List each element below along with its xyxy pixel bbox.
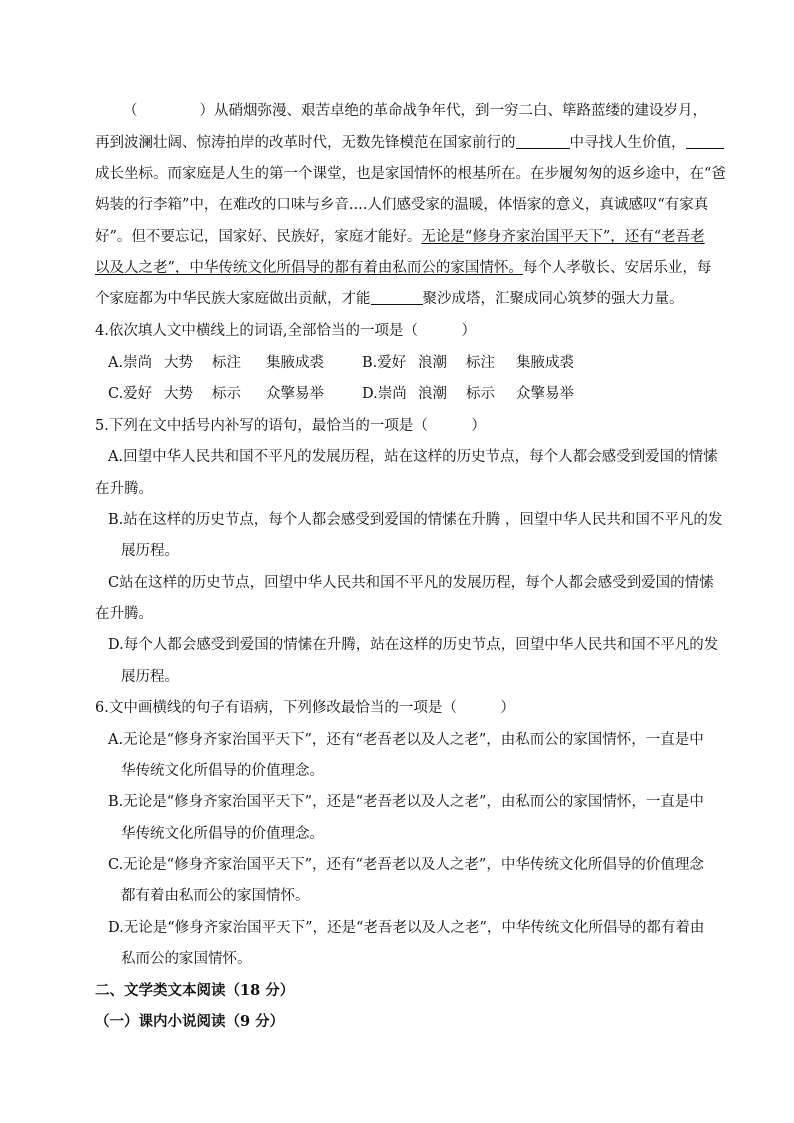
q6-option-a-cont: 华传统文化所倡导的价值理念。 [121, 763, 324, 779]
q5-option-b[interactable]: B.站在这样的历史节点，每个人都会感受到爱国的情愫在升腾 ，回望中华人民共和国不平凡的发 [108, 512, 723, 528]
q5-option-a[interactable]: A.回望中华人民共和国不平凡的发展历程，站在这样的历史节点，每个人都会感受到爱国的情愫 [108, 449, 718, 465]
q4-options-ab: A.崇尚 大势 标注 集腋成裘 B.爱好 浪潮 标注 集腋成裘 [108, 355, 574, 371]
passage-line-5: 好”。但不要忘记，国家好、民族好，家庭才能好。无论是“修身齐家治国平天下”，还有“老吾老 [95, 229, 705, 245]
q5-option-c-cont: 在升腾。 [95, 606, 153, 622]
q5-option-a-cont: 在升腾。 [95, 481, 153, 497]
passage-line-7: 个家庭都为中华民族大家庭做出贡献，才能 聚沙成塔，汇聚成同心筑梦的强大力量。 [95, 291, 684, 307]
q4-option-d-label[interactable]: D.崇尚 [362, 386, 407, 402]
q6-option-c[interactable]: C.无论是“修身齐家治国平天下”，还有“老吾老以及人之老”，中华传统文化所倡导的价值理念 [108, 857, 704, 873]
passage-line-6: 以及人之老”，中华传统文化所倡导的都有着由私而公的家国情怀。每个人孝敬长、安居乐业，每 [95, 260, 712, 276]
q4-option-c-label[interactable]: C.爱好 [108, 386, 153, 402]
passage-line-1: （ ）从硝烟弥漫、艰苦卓绝的革命战争年代，到一穷二白、筚路蓝缕的建设岁月， [123, 103, 707, 119]
fill-blank-3[interactable] [371, 290, 423, 305]
q6-stem: 6.文中画横线的句子有语病，下列修改最恰当的一项是（ ） [95, 700, 515, 716]
q6-option-b-cont: 华传统文化所倡导的价值理念。 [121, 826, 324, 842]
q4-options-cd: C.爱好 大势 标示 众擎易举 D.崇尚 浪潮 标示 众擎易举 [108, 386, 574, 402]
underlined-sentence-part-1: 无论是“修身齐家治国平天下”，还有“老吾老 [421, 229, 705, 245]
section-subtitle: （一）课内小说阅读（9 分） [95, 1013, 285, 1030]
q6-option-b[interactable]: B.无论是“修身齐家治国平天下”，还是“老吾老以及人之老”，由私而公的家国情怀，一直是中 [108, 794, 704, 810]
underlined-sentence-part-2: 以及人之老”，中华传统文化所倡导的都有着由私而公的家国情怀。 [95, 260, 523, 276]
bracket-open: （ [123, 103, 138, 119]
q4-option-b-label[interactable]: B.爱好 [362, 355, 407, 371]
q6-option-d-cont: 私而公的家国情怀。 [121, 951, 252, 967]
q5-option-d[interactable]: D.每个人都会感受到爱国的情愫在升腾，站在这样的历史节点，回望中华人民共和国不平凡的发 [108, 637, 719, 653]
fill-blank-1[interactable] [516, 134, 570, 149]
fill-blank-2[interactable] [686, 134, 724, 149]
passage-line-3: 成长坐标。而家庭是人生的第一个课堂，也是家国情怀的根基所在。在步履匆匆的返乡途中，在“爸 [95, 166, 726, 182]
passage-line-4: 妈装的行李箱”中，在难改的口味与乡音....人们感受家的温暖，体悟家的意义，真诚感叹“有家真 [95, 197, 709, 213]
q6-option-a[interactable]: A.无论是“修身齐家治国平天下”，还有“老吾老以及人之老”，由私而公的家国情怀，一直是中 [108, 732, 704, 748]
q6-option-d[interactable]: D.无论是“修身齐家治国平天下”，还是“老吾老以及人之老”，中华传统文化所倡导的都有着由 [108, 920, 705, 936]
q5-option-c[interactable]: C站在这样的历史节点，回望中华人民共和国不平凡的发展历程，每个人都会感受到爱国的情愫 [108, 575, 714, 591]
q5-option-b-cont: 展历程。 [121, 543, 179, 559]
q5-stem: 5.下列在文中括号内补写的语句，最恰当的一项是（ ） [95, 418, 486, 434]
passage-line-2: 再到波澜壮阔、惊涛拍岸的改革时代，无数先锋模范在国家前行的 中寻找人生价值， [95, 133, 724, 153]
q4-stem: 4.依次填人文中横线上的词语,全部恰当的一项是（ ） [95, 323, 476, 339]
q6-option-c-cont: 都有着由私而公的家国情怀。 [121, 888, 310, 904]
q5-option-d-cont: 展历程。 [121, 669, 179, 685]
section-title: 二、文学类文本阅读（18 分） [95, 982, 295, 999]
q4-option-a-label[interactable]: A.崇尚 [108, 355, 153, 371]
